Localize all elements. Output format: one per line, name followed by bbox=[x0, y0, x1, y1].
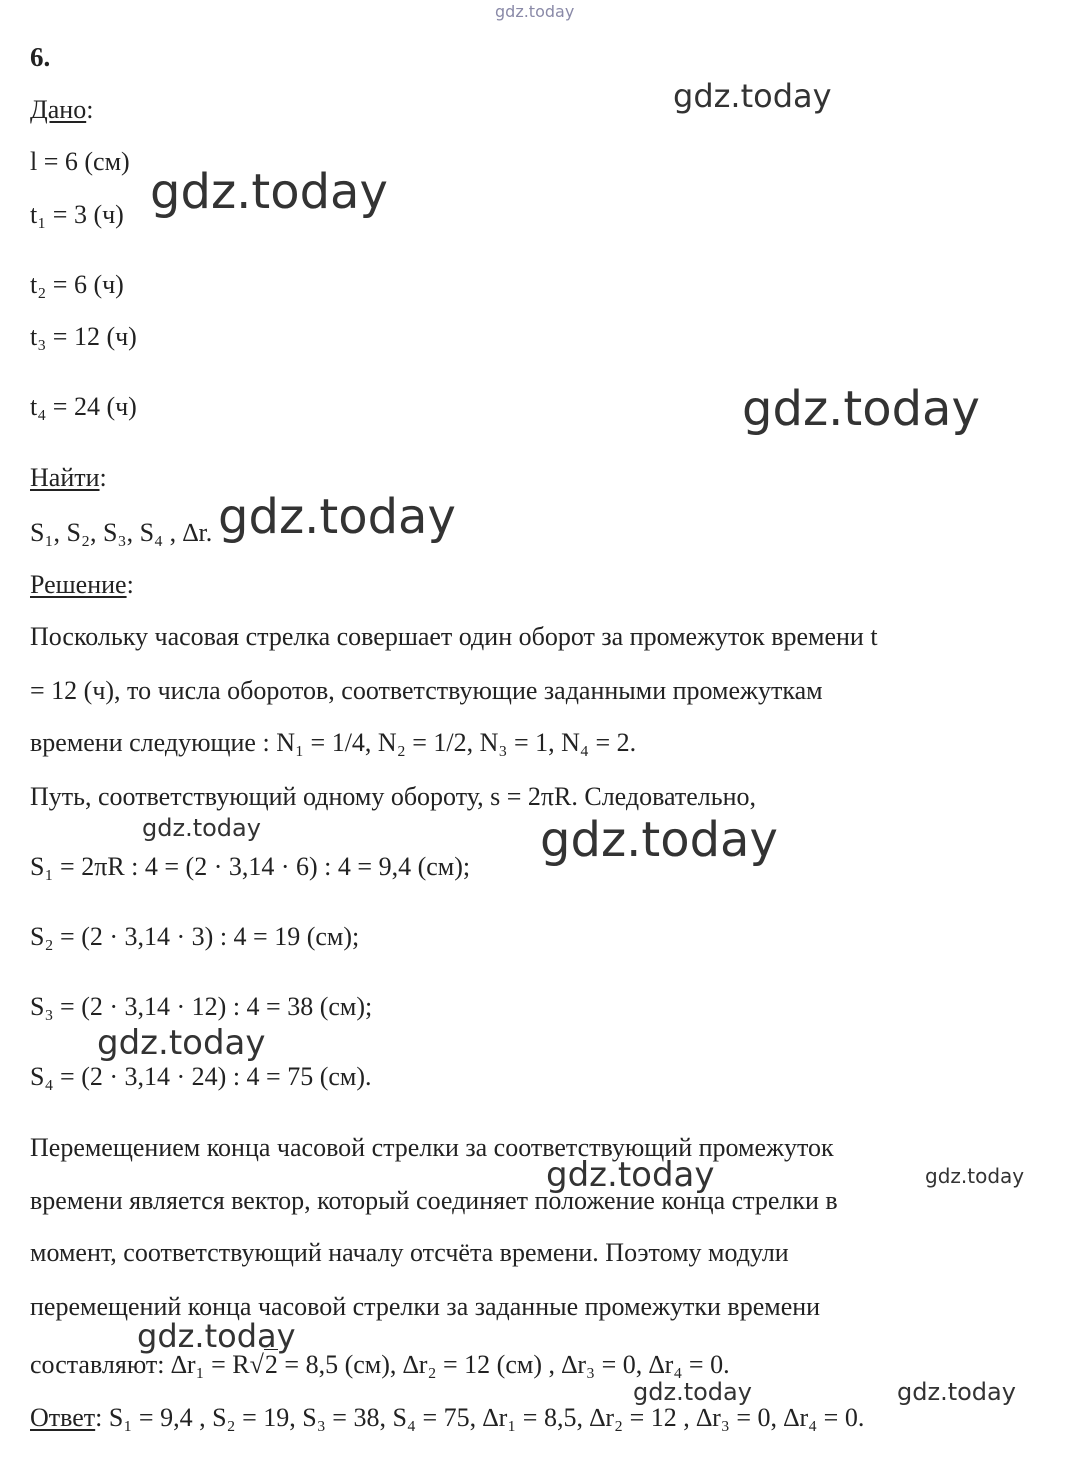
watermark: gdz.today bbox=[142, 814, 261, 842]
watermark: gdz.today bbox=[218, 489, 456, 545]
solution-line: времени следующие : N₁ = 1/4, N₂ = 1/2, N₃ = 1, N₄ = 2. bbox=[30, 728, 637, 757]
solution-line: Поскольку часовая стрелка совершает один оборот за промежуток времени t bbox=[30, 622, 878, 651]
final-suffix: = 8,5 (см), ∆r₂ = 12 (см) , ∆r₃ = 0, ∆r₄ = 0. bbox=[277, 1350, 730, 1379]
watermark: gdz.today bbox=[546, 1155, 715, 1195]
solution-line: Путь, соответствующий одному обороту, s = 2πR. Следовательно, bbox=[30, 782, 757, 811]
solution-line: Перемещением конца часовой стрелки за соответствующий промежуток bbox=[30, 1133, 834, 1162]
watermark: gdz.today bbox=[97, 1023, 266, 1063]
solution-line: S₃ = (2 · 3,14 · 12) : 4 = 38 (см); bbox=[30, 992, 373, 1021]
given-heading: Дано bbox=[30, 95, 87, 124]
watermark: gdz.today bbox=[495, 2, 575, 21]
solution-line: S₄ = (2 · 3,14 · 24) : 4 = 75 (см). bbox=[30, 1062, 372, 1091]
find-heading: Найти bbox=[30, 463, 100, 492]
final-prefix: составляют: ∆r₁ = R bbox=[30, 1350, 250, 1379]
given-line: t₄ = 24 (ч) bbox=[30, 392, 137, 421]
solution-line: S₁ = 2πR : 4 = (2 · 3,14 · 6) : 4 = 9,4 (см); bbox=[30, 852, 471, 881]
solution-line: = 12 (ч), то числа оборотов, соответствующие заданными промежуткам bbox=[30, 676, 823, 705]
watermark: gdz.today bbox=[742, 381, 980, 437]
watermark: gdz.today bbox=[897, 1378, 1016, 1406]
solution-heading: Решение bbox=[30, 570, 127, 599]
solution-line: времени является вектор, который соединяет положение конца стрелки в bbox=[30, 1186, 838, 1215]
watermark: gdz.today bbox=[540, 812, 778, 868]
watermark: gdz.today bbox=[137, 1317, 296, 1355]
given-heading-line: Дано: bbox=[30, 95, 94, 124]
answer-text: S₁ = 9,4 , S₂ = 19, S₃ = 38, S₄ = 75, ∆r₁ = 8,5, ∆r₂ = 12 , ∆r₃ = 0, ∆r₄ = 0. bbox=[102, 1403, 865, 1432]
answer-line: Ответ: S₁ = 9,4 , S₂ = 19, S₃ = 38, S₄ = 75, ∆r₁ = 8,5, ∆r₂ = 12 , ∆r₃ = 0, ∆r₄ = 0. bbox=[30, 1403, 865, 1432]
given-line: l = 6 (см) bbox=[30, 147, 130, 176]
sqrt-argument: 2 bbox=[264, 1350, 278, 1379]
find-heading-line: Найти: bbox=[30, 463, 107, 492]
watermark: gdz.today bbox=[633, 1378, 752, 1406]
solution-heading-line: Решение: bbox=[30, 570, 134, 599]
given-line: t₁ = 3 (ч) bbox=[30, 200, 124, 229]
given-line: t₃ = 12 (ч) bbox=[30, 322, 137, 351]
solution-line: перемещений конца часовой стрелки за заданные промежутки времени bbox=[30, 1292, 821, 1321]
given-line: t₂ = 6 (ч) bbox=[30, 270, 124, 299]
watermark: gdz.today bbox=[925, 1164, 1025, 1188]
sqrt-sign: √ bbox=[249, 1350, 264, 1379]
solution-final-line bbox=[30, 1350, 730, 1380]
find-text: S₁, S₂, S₃, S₄ , ∆r. bbox=[30, 518, 213, 547]
problem-number: 6. bbox=[30, 42, 51, 72]
solution-line: момент, соответствующий началу отсчёта времени. Поэтому модули bbox=[30, 1238, 789, 1267]
watermark: gdz.today bbox=[673, 77, 832, 115]
answer-heading: Ответ bbox=[30, 1403, 96, 1432]
watermark: gdz.today bbox=[150, 164, 388, 220]
solution-line: S₂ = (2 · 3,14 · 3) : 4 = 19 (см); bbox=[30, 922, 360, 951]
